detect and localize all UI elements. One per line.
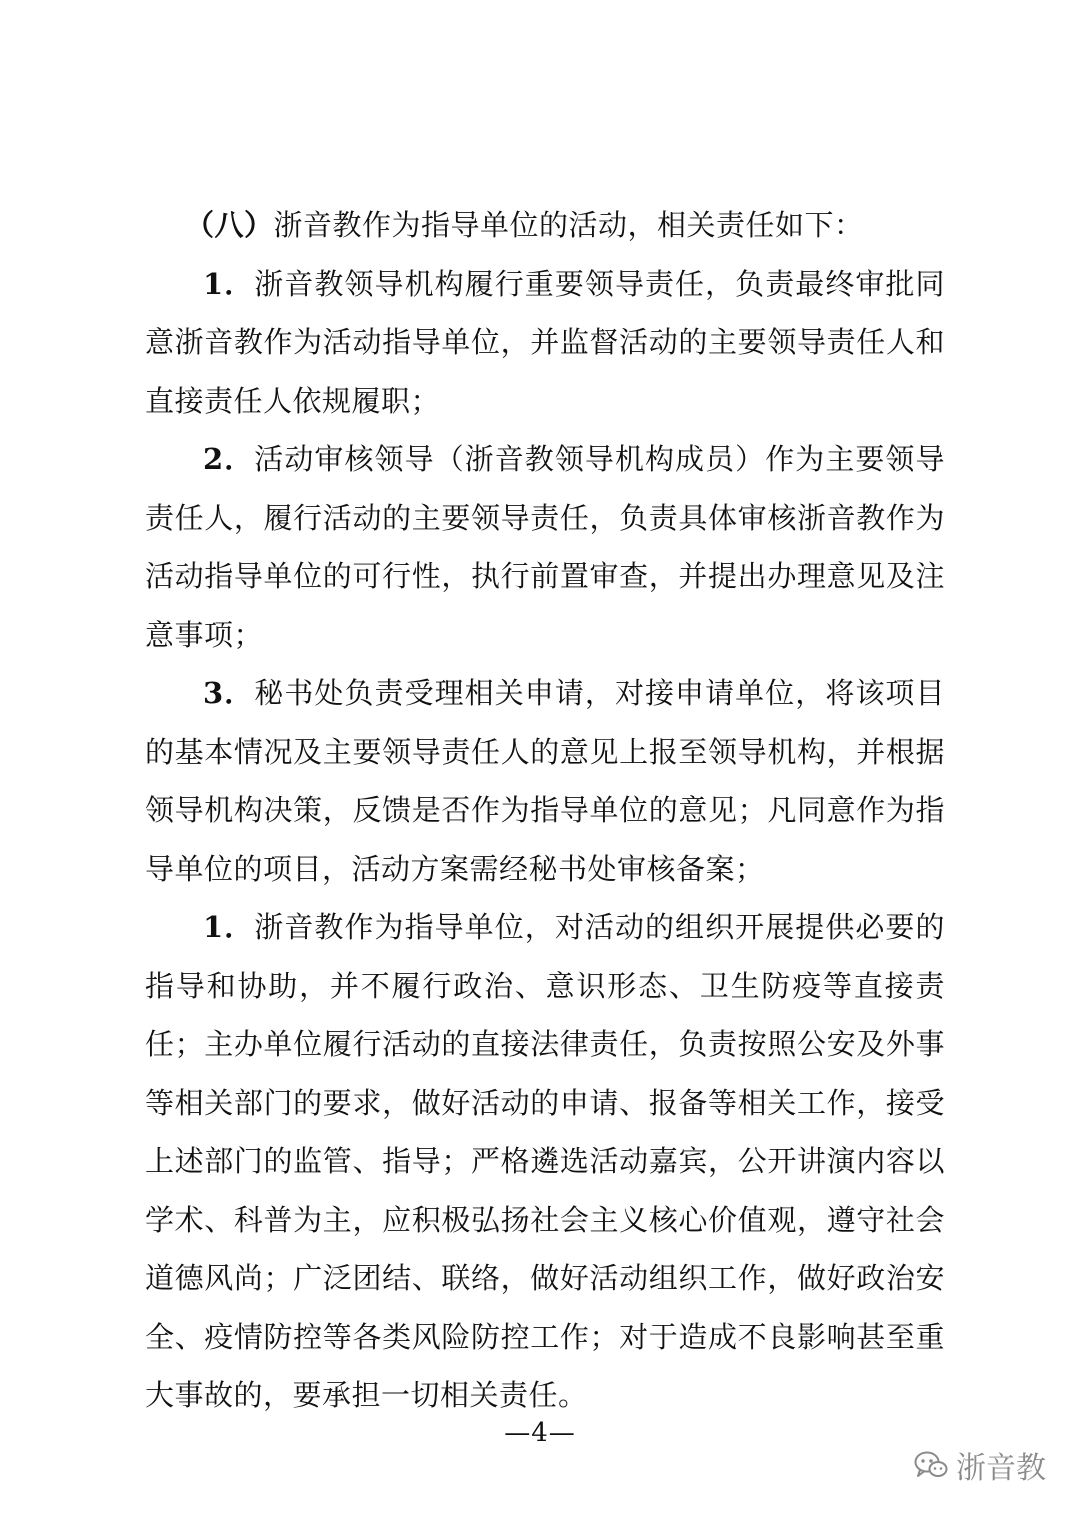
section-marker: （八） [185,208,274,242]
list-item [145,430,945,664]
section-heading-text: 浙音教作为指导单位的活动，相关责任如下： [273,208,864,242]
list-item [145,255,945,431]
item-text: 活动审核领导（浙音教领导机构成员）作为主要领导责任人，履行活动的主要领导责任，负责具体审核浙音教作为活动指导单位的可行性，执行前置审查，并提出办理意见及注意事项； [145,442,945,652]
item-text: 秘书处负责受理相关申请，对接申请单位，将该项目的基本情况及主要领导责任人的意见上报至领导机构，并根据领导机构决策，反馈是否作为指导单位的意见；凡同意作为指导单位的项目，活动方案需经秘书处审核备案； [145,676,945,886]
watermark-text: 浙音教 [956,1451,1046,1486]
page-number: —4— [504,1418,576,1448]
wechat-icon [914,1451,948,1479]
list-item [145,664,945,898]
item-number: 3． [203,676,255,710]
item-text: 浙音教作为指导单位，对活动的组织开展提供必要的指导和协助，并不履行政治、意识形态、卫生防疫等直接责任；主办单位履行活动的直接法律责任，负责按照公安及外事等相关部门的要求，做好活动的申请、报备等相关工作，接受上述部门的监管、指导；严格遴选活动嘉宾，公开讲演内容以学术、科普为主，应积极弘扬社会主义核心价值观，遵守社会道德风尚；广泛团结、联络，做好活动组织工作，做好政治安全、疫情防控等各类风险防控工作；对于造成不良影响甚至重大事故的，要承担一切相关责任。 [145,910,945,1412]
section-heading [145,196,945,255]
list-item [145,898,945,1425]
item-number: 1． [203,910,255,944]
item-number: 2． [203,442,255,476]
watermark [914,1443,1046,1487]
item-text: 浙音教领导机构履行重要领导责任，负责最终审批同意浙音教作为活动指导单位，并监督活动的主要领导责任人和直接责任人依规履职； [145,266,945,418]
item-number: 1． [203,266,255,301]
document-body [145,196,945,1425]
